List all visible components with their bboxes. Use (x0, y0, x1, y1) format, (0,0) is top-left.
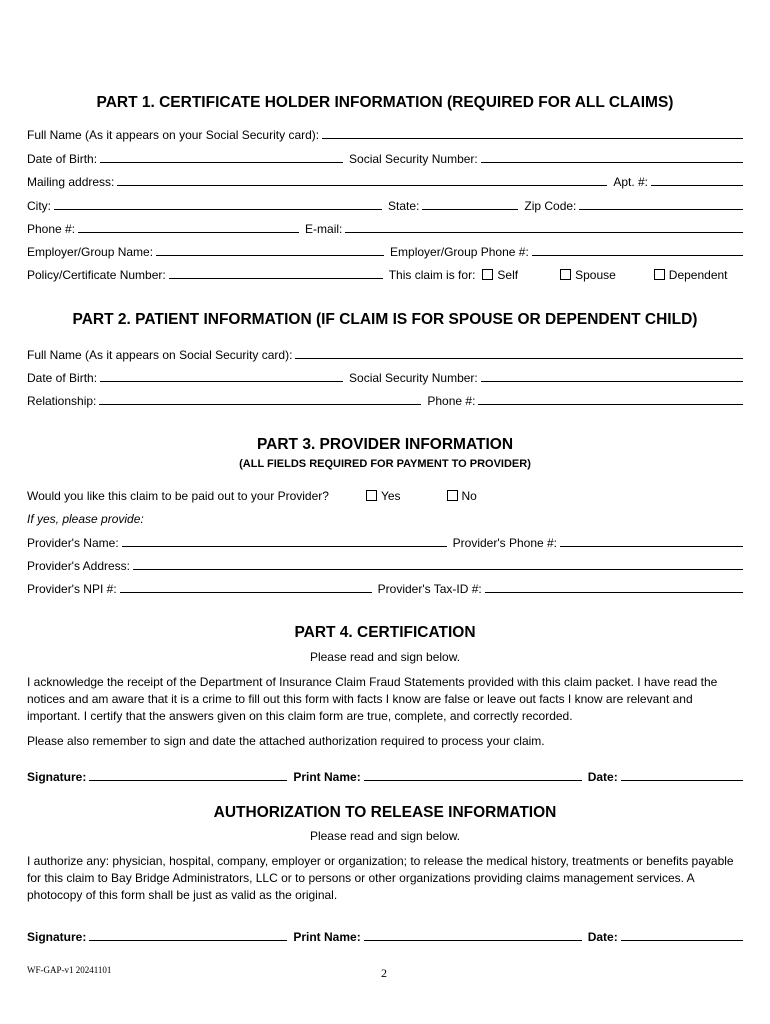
checkbox-icon (654, 269, 665, 280)
p3-yes-label: Yes (380, 489, 401, 503)
checkbox-icon (366, 490, 377, 501)
p1-dependent-label: Dependent (668, 268, 728, 282)
p1-policy-field[interactable] (169, 278, 383, 279)
p2-relationship-row (27, 392, 743, 408)
p1-employer-phone-field[interactable] (532, 255, 743, 256)
p3-yes-checkbox[interactable] (366, 489, 401, 503)
part4-acknowledgement-text: I acknowledge the receipt of the Department of Insurance Claim Fraud Statements provided with this claim packet. I have read the notices and am aware that it is a crime to fill out this form with facts I know are false or leave out facts I know are relevant and important. I certify that the answers given on this claim form are true, complete, and correctly recorded. (27, 675, 718, 723)
p1-policy-label: Policy/Certificate Number: (27, 268, 166, 282)
p3-phone-field[interactable] (560, 546, 743, 547)
auth-signature-field[interactable] (89, 940, 287, 941)
p2-phone-field[interactable] (478, 404, 743, 405)
p3-if-yes-label: If yes, please provide: (27, 512, 144, 526)
p1-dependent-checkbox[interactable] (654, 268, 728, 282)
checkbox-icon (447, 490, 458, 501)
p3-no-label: No (461, 489, 477, 503)
auth-instruction: Please read and sign below. (309, 829, 461, 843)
part4-date-label: Date: (587, 770, 618, 784)
p1-employer-field[interactable] (156, 255, 384, 256)
p3-question-label: Would you like this claim to be paid out to your Provider? (27, 489, 329, 503)
p1-apt-field[interactable] (651, 185, 743, 186)
p1-mailing-field[interactable] (117, 185, 607, 186)
p1-dob-label: Date of Birth: (27, 152, 98, 166)
p1-city-label: City: (27, 199, 51, 213)
p3-no-checkbox[interactable] (447, 489, 477, 503)
p2-relationship-field[interactable] (99, 404, 421, 405)
auth-signature-label: Signature: (27, 930, 87, 944)
p2-relationship-label: Relationship: (27, 394, 97, 408)
p3-taxid-field[interactable] (485, 592, 743, 593)
auth-date-label: Date: (587, 930, 618, 944)
p1-dob-field[interactable] (100, 162, 343, 163)
part4-print-name-field[interactable] (364, 780, 582, 781)
checkbox-icon (560, 269, 571, 280)
p3-name-label: Provider's Name: (27, 536, 119, 550)
p1-state-label: State: (388, 199, 420, 213)
p1-phone-row (27, 220, 743, 236)
p1-employer-row (27, 243, 743, 259)
part2-heading: PART 2. PATIENT INFORMATION (IF CLAIM IS FOR SPOUSE OR DEPENDENT CHILD) (72, 311, 698, 328)
part1-heading: PART 1. CERTIFICATE HOLDER INFORMATION (REQUIRED FOR ALL CLAIMS) (96, 94, 674, 111)
p1-full-name-label: Full Name (As it appears on your Social Security card): (27, 128, 320, 142)
p1-email-label: E-mail: (305, 222, 343, 236)
part4-heading: PART 4. CERTIFICATION (294, 624, 476, 641)
p2-phone-label: Phone #: (427, 394, 476, 408)
p1-ssn-label: Social Security Number: (349, 152, 478, 166)
p1-dob-ssn-row (27, 150, 743, 166)
p3-taxid-label: Provider's Tax-ID #: (377, 582, 482, 596)
p1-spouse-label: Spouse (575, 268, 616, 282)
checkbox-icon (482, 269, 493, 280)
part4-date-field[interactable] (621, 780, 743, 781)
p2-dob-label: Date of Birth: (27, 371, 98, 385)
p3-address-label: Provider's Address: (27, 559, 131, 573)
form-id: WF-GAP-v1 20241101 (27, 965, 112, 975)
page-number: 2 (381, 966, 387, 980)
auth-signature-row (27, 928, 743, 944)
p3-npi-label: Provider's NPI #: (27, 582, 117, 596)
p1-ssn-field[interactable] (481, 162, 743, 163)
p1-policy-row (27, 266, 743, 282)
p1-city-field[interactable] (54, 209, 382, 210)
p1-email-field[interactable] (345, 232, 743, 233)
p2-full-name-label: Full Name (As it appears on Social Security card): (27, 348, 293, 362)
p3-name-row (27, 534, 743, 550)
p1-mailing-row (27, 173, 743, 189)
p3-address-field[interactable] (133, 569, 743, 570)
p2-ssn-label: Social Security Number: (349, 371, 478, 385)
p2-dob-ssn-row (27, 369, 743, 385)
p1-self-checkbox[interactable] (482, 268, 518, 282)
p1-city-row (27, 197, 743, 213)
p3-if-yes-row (27, 510, 743, 526)
p3-name-field[interactable] (122, 546, 447, 547)
part3-subheading: (ALL FIELDS REQUIRED FOR PAYMENT TO PROVIDER) (239, 458, 531, 470)
p1-full-name-field[interactable] (322, 138, 743, 139)
p2-ssn-field[interactable] (481, 381, 743, 382)
auth-print-name-field[interactable] (364, 940, 582, 941)
p1-claim-for-label: This claim is for: (388, 268, 476, 282)
p3-npi-row (27, 580, 743, 596)
auth-text: I authorize any: physician, hospital, company, employer or organization; to release the medical history, treatments or benefits payable for this claim to Bay Bridge Administrators, LLC or to persons or other organizations providing claims management services. A photocopy of this form shall be just as valid as the original. (27, 854, 734, 902)
p3-phone-label: Provider's Phone #: (452, 536, 558, 550)
p2-full-name-row (27, 346, 743, 362)
p2-dob-field[interactable] (100, 381, 343, 382)
p1-phone-label: Phone #: (27, 222, 76, 236)
part4-signature-row (27, 768, 743, 784)
p3-question-row (27, 487, 743, 503)
part4-signature-label: Signature: (27, 770, 87, 784)
p1-self-label: Self (497, 268, 519, 282)
part3-heading: PART 3. PROVIDER INFORMATION (256, 436, 514, 453)
p1-mailing-label: Mailing address: (27, 175, 115, 189)
p1-employer-label: Employer/Group Name: (27, 245, 154, 259)
p2-full-name-field[interactable] (295, 358, 743, 359)
part4-reminder-text: Please also remember to sign and date the attached authorization required to process your claim. (27, 734, 545, 748)
p1-state-field[interactable] (422, 209, 518, 210)
p1-apt-label: Apt. #: (613, 175, 648, 189)
p1-phone-field[interactable] (78, 232, 299, 233)
p3-npi-field[interactable] (120, 592, 372, 593)
p1-full-name-row (27, 126, 743, 142)
auth-date-field[interactable] (621, 940, 743, 941)
p1-spouse-checkbox[interactable] (560, 268, 616, 282)
part4-print-name-label: Print Name: (293, 770, 361, 784)
part4-instruction: Please read and sign below. (309, 650, 461, 664)
auth-heading: AUTHORIZATION TO RELEASE INFORMATION (213, 804, 557, 821)
p1-zip-field[interactable] (579, 209, 743, 210)
p1-zip-label: Zip Code: (524, 199, 577, 213)
part4-signature-field[interactable] (89, 780, 287, 781)
auth-print-name-label: Print Name: (293, 930, 361, 944)
p1-employer-phone-label: Employer/Group Phone #: (390, 245, 529, 259)
p3-address-row (27, 557, 743, 573)
